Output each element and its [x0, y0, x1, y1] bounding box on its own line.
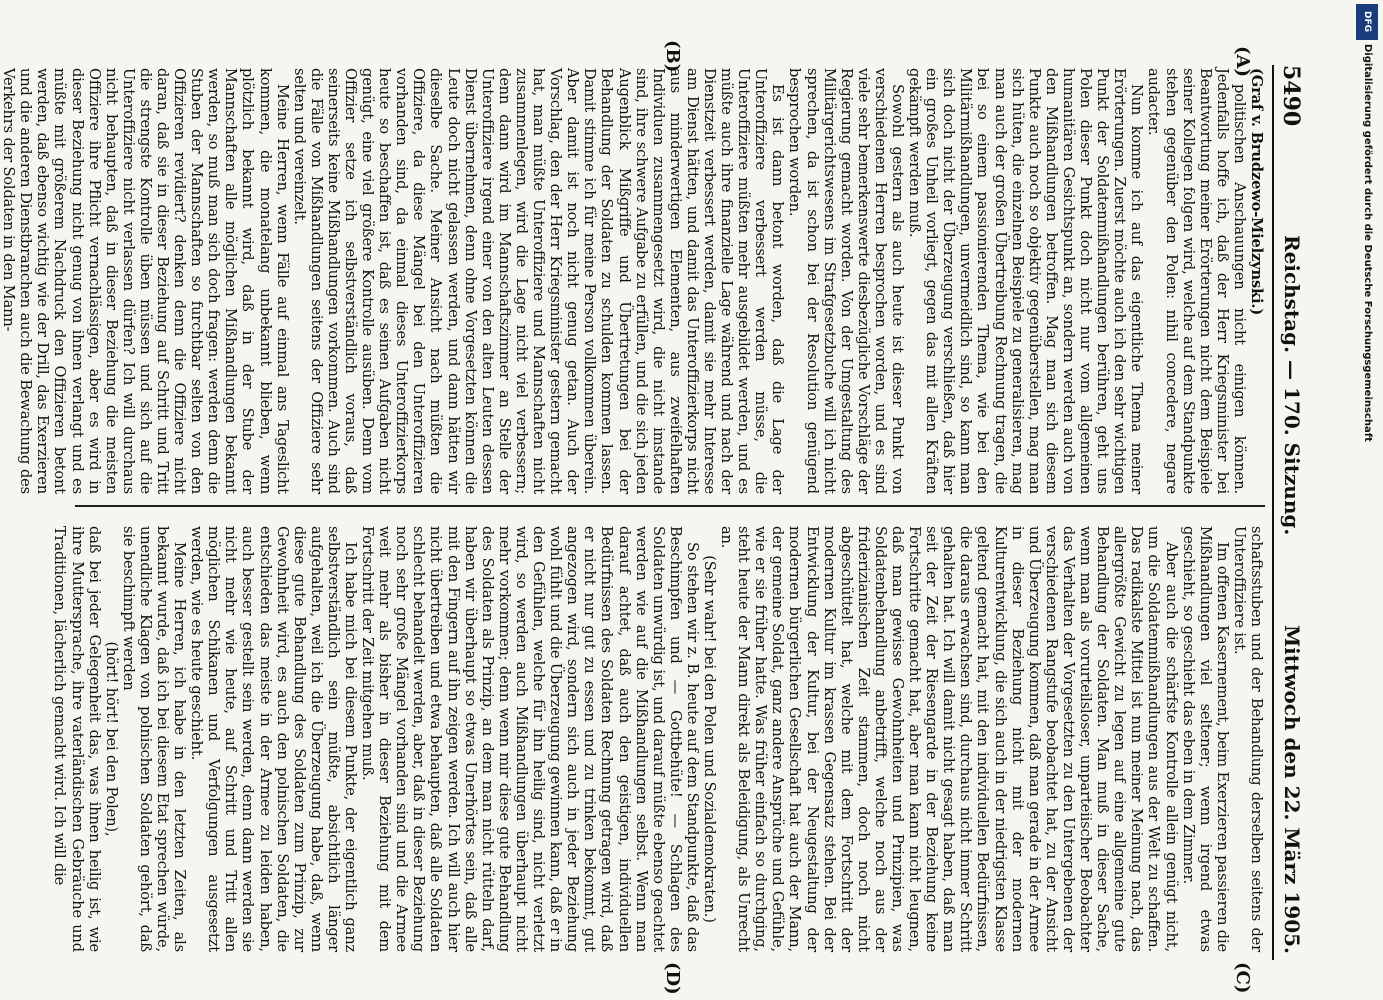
paragraph: Meine Herren, ich habe in den letzten Zeiten, als bekannt wurde, daß ich bei diesem Etat sprechen würde, unendliche Klagen von polnischen Soldaten gehört, daß sie beschimpft werden — [119, 526, 189, 952]
paragraph: So stehen wir z. B. heute auf dem Standpunkte, daß das Beschimpfen und — Gottbehüte! — Schlagen des Soldaten unwürdig ist, und darauf müßte ebenso geachtet werden wie auf die Mißhandlungen selbst. Wenn man darauf achtet, daß auch den geistigen, individuellen Bedürfnissen des Soldaten Rechnung getragen wird, daß er nicht nur gut zu essen und zu trinken bekommt, gut angezogen wird, sondern sich auch in jeder Beziehung wohl fühlt und die Überzeugung gewinnen kann, daß er in den Gefühlen, welche für ihn heilig sind, nicht verletzt wird, so werden auch Mißhandlungen überhaupt nicht mehr vorkommen; denn wenn mir diese gute Behandlung des Soldaten als Prinzip, an dem man nicht rütteln darf, haben wir überhaupt so etwas Unerhörtes sein, daß alle mit den Fingern auf ihn zeigen werden. Ich will auch hier nicht übertreiben und etwa behaupten, daß alle Soldaten schlecht behandelt werden, aber, daß in dieser Beziehung noch sehr große Mängel vorhanden sind und die Armee weit mehr als bisher in dieser Beziehung mit dem Fortschritt der Zeit mitgehen muß. — [359, 526, 701, 952]
margin-marker-c: (C) — [1232, 962, 1253, 994]
margin-marker-b: (B) — [662, 40, 683, 73]
paragraph: daß bei jeder Gelegenheit das, was ihnen heilig ist, wie ihre Muttersprache, ihre vaterländischen Gebräuche und Traditionen, lächerlich gemacht wird. Ich will die — [51, 526, 103, 952]
left-text-column — [0, 68, 1265, 494]
paragraph: Meine Herren, wenn Fälle auf einmal ans Tageslicht kommen, die monatelang unbekannt blieben, wenn plötzlich bekannt wird, daß in der Stube der Mannschaften alle möglichen Mißhandlungen bekannt werden, so muß man sich doch fragen: werden denn die Stuben der Mannschaften so furchtbar selten von den Offizieren revidiert? denken denn die Offiziere nicht daran, daß sie in dieser Beziehung auf Schritt und Tritt die strengste Kontrolle üben müssen und sich auf die Unteroffiziere nicht verlassen dürfen? Ich will durchaus nicht behaupten, daß in dieser Beziehung die meisten Offiziere ihre Pflicht vernachlässigen, aber es wird in dieser Beziehung nicht genug von ihnen verlangt und es müßte mit größerem Nachdruck den Offizieren betont werden, daß ebenso wichtig wie der Drill, das Exerzieren und die anderen Dienstbranchen auch die Bewachung des Verkehrs der Soldaten in den Mann- — [0, 68, 291, 494]
margin-marker-d: (D) — [662, 962, 683, 995]
column-divider — [75, 505, 1265, 507]
page-header — [1272, 65, 1308, 960]
page-number: 5490 — [1278, 65, 1304, 127]
interjection: (hört! hört! bei den Polen), — [102, 641, 120, 837]
paragraph: politischen Anschauungen nicht einigen können. Jedenfalls hoffe ich, daß der Herr Kriegsminister bei Beantwortung meiner Erörterungen nicht dem Beispiele seiner Kollegen folgen wird, welche auf dem Standpunkte stehen gegenüber den Polen: nihil concedere, negare audacter. — [1145, 68, 1248, 494]
paragraph: schaftsstuben und der Behandlung derselben seitens der Unteroffiziere ist. — [1230, 526, 1265, 952]
paragraph: Im offenen Kasernement, beim Exerzieren passieren die Mißhandlungen viel seltener; wenn irgend etwas geschieht, so geschieht das eben in dem Zimmer. — [1179, 526, 1231, 952]
right-text-column — [51, 526, 1265, 952]
digitization-note: Digitalisierung gefördert durch die Deutsche Forschungsgemeinschaft — [1362, 44, 1373, 442]
paragraph: Es ist dann betont worden, daß die Lage der Unteroffiziere verbessert werden müsse, die Unteroffiziere müßten mehr ausgebildet werden, und es müßte auch ihre finanzielle Lage während und nach der Dienstzeit verbessert werden, damit sie mehr Interesse am Dienst hätten, und damit das Unteroffizierkorps nicht aus minderwertigen Elementen, aus zweifelhaften Individuen zusammengesetzt wird, die nicht imstande sind, ihre schwere Aufgabe zu erfüllen, und die sich jeden Augenblick Mißgriffe und Übertretungen bei der Behandlung der Soldaten zu schulden kommen lassen. Damit stimme ich für meine Person vollkommen überein. Aber damit ist noch nicht genug getan. Auch der Vorschlag, den der Herr Kriegsminister gestern gemacht hat, man müßte Unteroffiziere und Mannschaften nicht zusammenlegen, wird die Lage nicht viel verbessern; denn dann wird im Mannschaftszimmer an Stelle der Unteroffiziere irgend einer von den alten Leuten dessen Dienst übernehmen, denn ohne Vorgesetzten können die Leute doch nicht gelassen werden, und dann hätten wir dieselbe Sache. Meiner Ansicht nach müßten die Offiziere, da diese Mängel bei den Unteroffizieren vorhanden sind, da einmal dieses Unteroffizierkorps heute so beschaffen ist, daß es seinen Aufgaben nicht genügt, eine viel größere Kontrolle ausüben. Denn vom Offizier setze ich selbstverständlich voraus, daß seinerseits keine Mißhandlungen vorkommen. Auch sind die Fälle von Mißhandlungen seitens der Offiziere sehr selten und vereinzelt. — [290, 68, 787, 494]
header-session-title: Reichstag. — 170. Sitzung. — [1280, 235, 1304, 536]
paragraph: Nun komme ich auf das eigentliche Thema meiner Erörterungen. Zuerst möchte auch ich den sehr wichtigen Punkt der Soldatenmißhandlungen berühren, geht uns Polen dieser Punkt doch nicht nur vom allgemeinen humanitären Gesichtspunkt an, sondern werden auch von den Mißhandlungen betroffen. Mag man sich diesem Punkte auch noch so objektiv gegenüberstellen, mag man sich hüten, die einzelnen Beispiele zu generalisieren, mag man auch der großen Übertreibung Rechnung tragen, die bei so einem passionierenden Thema, wie bei den Militärmißhandlungen, unvermeidlich sind, so kann man sich doch nicht der Überzeugung verschließen, daß hier ein großes Unheil vorliegt, gegen das mit allen Kräften gekämpft werden muß. — [906, 68, 1146, 494]
dfg-logo: DFG — [1356, 4, 1378, 40]
speaker-name: (Graf v. Brudzewo-Mielzynski.) — [1248, 68, 1265, 316]
paragraph: Sowohl gestern als auch heute ist dieser Punkt von verschiedenen Herren besprochen worden, und es sind viele sehr bemerkenswerte diesbezügliche Vorschläge der Regierung gemacht worden. Von der Umgestaltung des Militärgerichtswesens im Strafgesetzbuche will ich nicht sprechen, da ist schon bei der Resolution genügend besprochen worden. — [786, 68, 907, 494]
interjection: (Sehr wahr! bei den Polen und Sozialdemokraten.) — [701, 555, 718, 923]
header-date: Mittwoch den 22. März 1905. — [1280, 625, 1304, 955]
paragraph: Ich habe mich bei diesem Punkte, der eigentlich ganz selbstverständlich sein müßte, absichtlich länger aufgehalten, weil ich die Überzeugung habe, daß, wenn diese gute Behandlung des Soldaten zum Prinzip, zur Gewohnheit wird, es auch den polnischen Soldaten, die entschieden das meiste in der Armee zu leiden haben, auch besser gestellt sein werden, denn dann werden sie nicht mehr wie heute, auf Schritt und Tritt allen möglichen Schikanen und Verfolgungen ausgesetzt werden, wie es heute geschieht. — [188, 526, 360, 952]
paragraph: Aber auch die schärfste Kontrolle allein genügt nicht, um die Soldatenmißhandlungen aus der Welt zu schaffen. Das radikalste Mittel ist nun meiner Meinung nach, das allergrößte Gewicht zu legen auf eine allgemeine gute Behandlung der Soldaten. Man muß in dieser Sache, wenn man als vorurteilsloser, unparteiischer Beobachter das Verhalten der Vorgesetzten zu den Untergebenen der verschiedenen Rangstufe beobachtet hat, zu der Ansicht und Überzeugung kommen, daß man gerade in der Armee in dieser Beziehung nicht mit der modernen Kulturentwicklung, die sich auch in der niedrigsten Klasse geltend gemacht hat, mit den individuellen Bedürfnissen, die daraus erwachsen sind, durchaus nicht immer Schritt gehalten hat. Ich will damit nicht gesagt haben, daß man seit der Zeit der Riesengarde in der Beziehung keine Fortschritte gemacht hat, aber man kann nicht leugnen, daß man gewisse Gewohnheiten und Prinzipien, was Soldatenbehandlung anbetrifft, welche noch aus der friderizianischen Zeit stammen, doch noch nicht abgeschüttelt hat, welche mit dem Fortschritt der modernen Kultur im krassen Gegensatz stehen. Bei der Entwicklung der Kultur, bei der Neugestaltung der modernen bürgerlichen Gesellschaft hat auch der Mann, der gemeine Soldat, ganz andere Ansprüche und Gefühle, wie er sie früher hatte. Was früher einfach so durchging, steht heute der Mann direkt als Beleidigung, als Unrecht an. — [718, 526, 1180, 952]
margin-marker-a: (A) — [1232, 46, 1253, 77]
